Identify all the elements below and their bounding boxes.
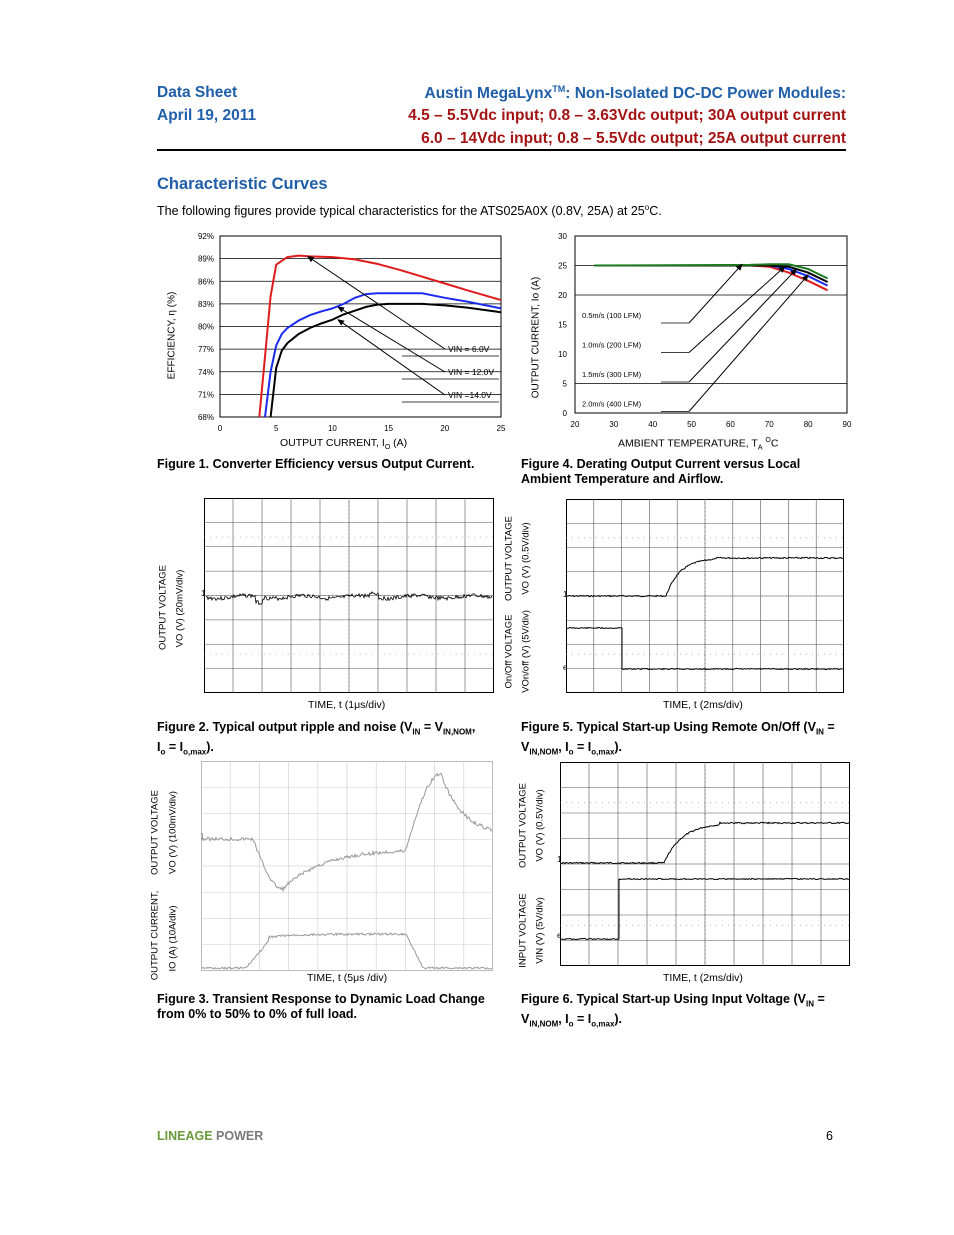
fig5-ylabel-bot-2: VOn/off (V) (5V/div) xyxy=(520,610,532,693)
fig4-legend-label: 1.0m/s (200 LFM) xyxy=(582,340,642,350)
fig5-ylabel-top-2: VO (V) (0.5V/div) xyxy=(520,522,532,595)
fig1-xtick: 10 xyxy=(327,424,337,433)
fig2-cap-sub3: o xyxy=(160,747,166,756)
fig4-xtick: 80 xyxy=(803,420,813,429)
fig6-ylabel-bot-1: INPUT VOLTAGE xyxy=(517,893,529,968)
fig2-cap-d: = I xyxy=(165,739,184,754)
fig1-legend-label: VIN =14.0V xyxy=(448,390,492,400)
fig1-chart xyxy=(150,228,510,453)
fig6-cap-c: V xyxy=(521,1011,530,1026)
fig1-ylabel: EFFICIENCY, η (%) xyxy=(166,291,178,380)
fig4-legend-label: 2.0m/s (400 LFM) xyxy=(582,399,642,409)
fig2-cap-c: I xyxy=(157,739,161,754)
fig4-xtick: 40 xyxy=(648,420,658,429)
fig2-channel-marker: 1 xyxy=(201,589,206,598)
fig6-cap-sub1: IN xyxy=(805,999,814,1009)
fig4-ytick: 30 xyxy=(558,232,567,241)
fig3-channel-marker: 1 xyxy=(200,832,205,841)
fig5-cap-sub3: o xyxy=(568,747,574,756)
doc-date: April 19, 2011 xyxy=(157,107,257,124)
fig4-chart xyxy=(555,228,855,438)
doc-type: Data Sheet xyxy=(157,84,238,101)
fig1-ytick: 74% xyxy=(197,367,214,377)
fig6-ylabel-bot-2: VIN (V) (5V/div) xyxy=(534,897,546,964)
transient-scope xyxy=(201,761,493,971)
page-number: 6 xyxy=(826,1129,833,1143)
fig6-cap-a: Figure 6. Typical Start-up Using Input Voltage (V xyxy=(521,992,806,1006)
fig5-cap-sub4: o,max xyxy=(591,747,615,756)
fig1-ytick: 77% xyxy=(197,345,214,355)
fig2-cap-sub2: IN,NOM xyxy=(442,727,472,737)
brand-lineage: LINEAGE xyxy=(157,1129,213,1143)
fig4-legend-label: 0.5m/s (100 LFM) xyxy=(582,311,642,320)
fig1-ytick: 71% xyxy=(197,390,214,400)
fig5-cap-a: Figure 5. Typical Start-up Using Remote On/Off (V xyxy=(521,720,816,734)
fig6-cap-e: = I xyxy=(573,1011,592,1026)
fig6-caption xyxy=(521,992,861,1031)
fig4-xlabel-sup: O xyxy=(765,437,771,444)
fig2-cap-a: Figure 2. Typical output ripple and noise (V xyxy=(157,720,413,734)
fig6-channel-marker-2: e xyxy=(557,931,562,940)
fig4-xtick: 20 xyxy=(570,420,580,429)
fig5-ylabel-bot-1: On/Off VOLTAGE xyxy=(503,614,515,689)
fig4-xlabel-a: AMBIENT TEMPERATURE, T xyxy=(618,437,758,450)
fig2-caption xyxy=(157,720,502,759)
fig4-ytick: 5 xyxy=(562,379,567,389)
fig4-ytick: 0 xyxy=(562,409,567,418)
fig4-xtick: 50 xyxy=(687,420,697,429)
fig1-legend-label: VIN = 6.0V xyxy=(448,344,490,354)
fig6-cap-b: = xyxy=(813,992,825,1006)
fig2-cap-e: ). xyxy=(206,739,214,754)
fig1-caption: Figure 1. Converter Efficiency versus Output Current. xyxy=(157,457,475,471)
derating-chart xyxy=(555,228,855,438)
fig6-cap-f: ). xyxy=(614,1011,623,1026)
fig2-cap-mid: = V xyxy=(420,720,443,734)
fig6-scope xyxy=(557,762,850,966)
fig5-cap-b: = xyxy=(823,720,835,734)
fig3-ylabel-top-2: VO (V) (100mV/div) xyxy=(167,791,179,874)
fig1-legend-label: VIN = 12.0V xyxy=(448,367,495,377)
fig4-xtick: 70 xyxy=(764,420,774,429)
fig5-channel-marker-2: e xyxy=(563,663,568,672)
fig5-scope xyxy=(563,499,844,693)
fig4-xtick: 30 xyxy=(609,420,619,429)
fig2-scope xyxy=(201,498,494,693)
fig4-xlabel-sub: A xyxy=(757,444,763,452)
fig4-legend-label: 1.5m/s (300 LFM) xyxy=(582,370,642,379)
header-rule xyxy=(157,149,846,151)
fig3-scope xyxy=(201,761,493,971)
fig1-ytick: 80% xyxy=(197,322,214,332)
fig4-caption xyxy=(521,457,800,487)
fig2-cap-sub1: IN xyxy=(412,727,421,737)
efficiency-chart xyxy=(150,228,510,453)
fig6-channel-marker-1: 1 xyxy=(557,855,562,864)
fig4-caption-b: Ambient Temperature and Airflow. xyxy=(521,472,724,486)
fig6-xlabel: TIME, t (2ms/div) xyxy=(663,972,743,984)
fig4-xtick: 90 xyxy=(842,420,852,429)
fig2-cap-sub4: o,max xyxy=(183,747,207,756)
intro-text xyxy=(157,203,662,218)
fig5-cap-f: ). xyxy=(614,739,623,754)
fig1-ytick: 89% xyxy=(197,254,214,264)
spec-line-1: 4.5 – 5.5Vdc input; 0.8 – 3.63Vdc output; 30A output current xyxy=(408,107,846,124)
fig5-cap-c: V xyxy=(521,739,530,754)
fig1-ytick: 92% xyxy=(197,232,214,241)
fig1-xlabel-sub: O xyxy=(384,444,391,452)
fig1-ytick: 86% xyxy=(197,277,214,287)
fig1-ytick: 83% xyxy=(197,299,214,309)
fig1-xtick: 25 xyxy=(496,424,506,433)
fig4-ytick: 20 xyxy=(558,291,567,300)
fig5-channel-marker-1: 1 xyxy=(563,590,568,599)
fig5-cap-sub2: IN,NOM xyxy=(529,747,559,756)
fig5-caption xyxy=(521,720,861,759)
fig3-ylabel-top-1: OUTPUT VOLTAGE xyxy=(149,790,161,875)
fig1-xtick: 20 xyxy=(440,424,450,433)
fig6-cap-sub2: IN,NOM xyxy=(529,1019,559,1028)
fig6-ylabel-top-2: VO (V) (0.5V/div) xyxy=(534,789,546,862)
fig2-ylabel-1: OUTPUT VOLTAGE xyxy=(157,565,169,650)
intro-a: The following figures provide typical characteristics for the ATS025A0X (0.8V, 25A) at 25 xyxy=(157,204,645,219)
fig1-xlabel-b: (A) xyxy=(390,437,408,449)
fig1-xtick: 5 xyxy=(273,424,279,433)
fig6-cap-sub4: o,max xyxy=(591,1019,615,1028)
fig3-ylabel-bot-1: OUTPUT CURRENT, xyxy=(149,890,161,981)
title-prefix: Austin MegaLynx xyxy=(424,85,553,103)
fig1-xlabel-a: OUTPUT CURRENT, I xyxy=(280,437,385,449)
footer-brand xyxy=(157,1129,263,1143)
title-suffix: : Non-Isolated DC-DC Power Modules: xyxy=(565,85,846,103)
fig4-ytick: 10 xyxy=(558,350,567,359)
fig4-xlabel-b: C xyxy=(770,437,779,450)
fig5-cap-sub1: IN xyxy=(815,727,824,737)
intro-b: C. xyxy=(649,204,662,219)
trademark: TM xyxy=(552,84,566,94)
fig3-ylabel-bot-2: IO (A) (10A/div) xyxy=(167,905,179,972)
fig4-xtick: 60 xyxy=(725,420,735,429)
fig5-cap-d: , I xyxy=(558,739,569,754)
brand-power: POWER xyxy=(212,1129,264,1143)
fig1-xtick: 0 xyxy=(217,424,223,433)
doc-title xyxy=(425,84,846,103)
fig5-ylabel-top-1: OUTPUT VOLTAGE xyxy=(503,516,515,601)
fig6-cap-d: , I xyxy=(558,1011,569,1026)
remote-onoff-scope xyxy=(563,499,844,693)
fig4-caption-a: Figure 4. Derating Output Current versus Local xyxy=(521,457,801,471)
intro-sup: o xyxy=(644,203,650,212)
fig1-ytick: 68% xyxy=(197,413,214,422)
fig2-xlabel: TIME, t (1μs/div) xyxy=(308,699,386,711)
input-startup-scope xyxy=(557,762,850,966)
fig2-ylabel-2: VO (V) (20mV/div) xyxy=(174,569,186,648)
ripple-scope xyxy=(201,498,494,693)
fig1-xlabel xyxy=(280,437,407,451)
fig4-ytick: 15 xyxy=(558,320,567,330)
fig4-xlabel xyxy=(618,437,778,452)
fig1-xtick: 15 xyxy=(384,424,394,433)
fig6-cap-sub3: o xyxy=(568,1019,574,1028)
fig5-cap-e: = I xyxy=(573,739,592,754)
fig2-cap-b: , xyxy=(471,720,476,734)
fig4-ytick: 25 xyxy=(558,261,567,271)
section-title: Characteristic Curves xyxy=(157,175,328,193)
fig3-caption-a: Figure 3. Transient Response to Dynamic Load Change xyxy=(157,992,485,1006)
fig6-ylabel-top-1: OUTPUT VOLTAGE xyxy=(517,783,529,868)
fig3-caption-b: from 0% to 50% to 0% of full load. xyxy=(157,1007,358,1021)
fig3-caption xyxy=(157,992,485,1022)
spec-line-2: 6.0 – 14Vdc input; 0.8 – 5.5Vdc output; 25A output current xyxy=(421,130,846,147)
fig3-xlabel: TIME, t (5μs /div) xyxy=(307,972,388,984)
fig5-xlabel: TIME, t (2ms/div) xyxy=(663,699,743,711)
fig4-ylabel: OUTPUT CURRENT, Io (A) xyxy=(530,276,542,399)
